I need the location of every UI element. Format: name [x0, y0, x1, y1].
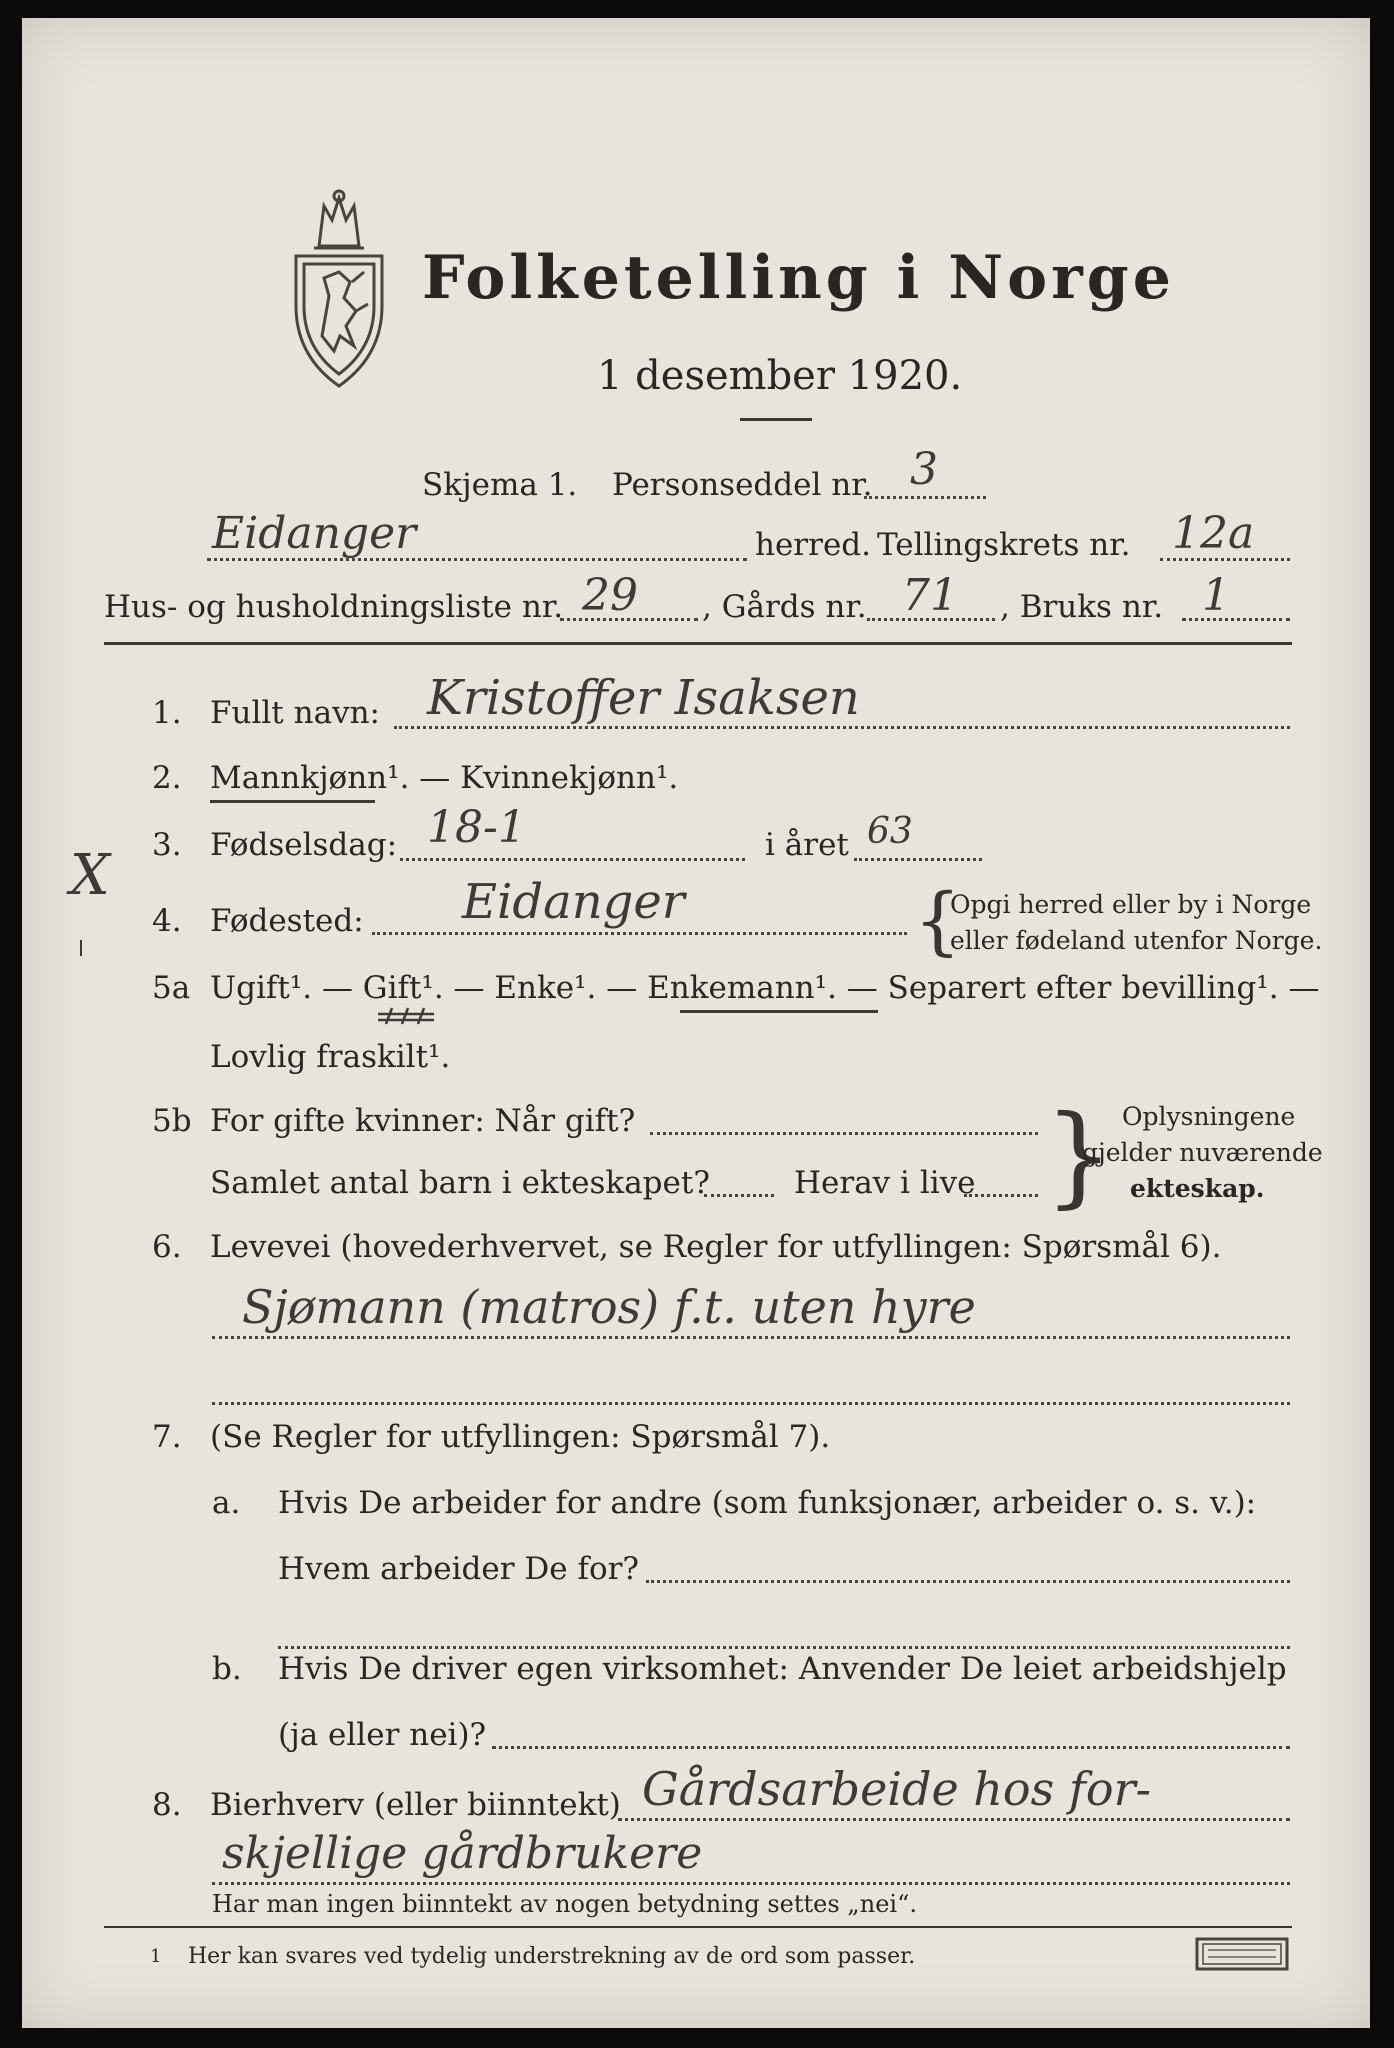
- q1-line: [394, 726, 1290, 729]
- q8-label: Bierhverv (eller biinntekt): [210, 1787, 621, 1823]
- q3-birth-year: 63: [867, 811, 913, 852]
- q4-line: [372, 932, 907, 935]
- q3-number: 3.: [152, 827, 182, 863]
- q7a-line-2: Hvem arbeider De for?: [278, 1551, 640, 1587]
- bruks-line: [1182, 618, 1290, 621]
- q4-note-line-2: eller fødeland utenfor Norge.: [950, 926, 1323, 955]
- q6-label: Levevei (hovederhvervet, se Regler for utfyllingen: Spørsmål 6).: [210, 1229, 1222, 1265]
- q8-answer-line-2: [212, 1882, 1290, 1885]
- q5b-brace: }: [1044, 1091, 1114, 1219]
- margin-mark: X: [70, 843, 110, 908]
- q7a-answer-line-2: [278, 1646, 1290, 1649]
- q7-label: (Se Regler for utfyllingen: Spørsmål 7).: [210, 1419, 831, 1455]
- q4-label: Fødested:: [210, 903, 364, 939]
- q8-answer-line-1: [618, 1818, 1290, 1821]
- q3-year-line: [854, 858, 982, 861]
- q5b-note-line-1: Oplysningene: [1122, 1102, 1296, 1131]
- printer-stamp-icon: [1194, 1936, 1290, 1972]
- title-divider: [740, 418, 812, 421]
- q3-label: Fødselsdag:: [210, 827, 398, 863]
- q7b-letter: b.: [212, 1651, 242, 1687]
- q8-number: 8.: [152, 1787, 182, 1823]
- q8-side-income-line-1: Gårdsarbeide hos for-: [642, 1762, 1152, 1816]
- gards-label: , Gårds nr.: [702, 589, 867, 625]
- q5b-line-2b: Herav i live: [794, 1165, 976, 1201]
- census-form-sheet: [22, 18, 1370, 2028]
- q4-number: 4.: [152, 903, 182, 939]
- herred-label: herred.: [755, 527, 871, 563]
- margin-tick: [80, 940, 82, 956]
- q2-number: 2.: [152, 760, 182, 796]
- norwegian-coat-of-arms-icon: [284, 186, 394, 396]
- q2-mannkjonn-underline: [210, 800, 375, 803]
- skjema-label: Skjema 1.: [422, 467, 578, 503]
- footnote-mark: 1: [150, 1946, 162, 1967]
- q5b-line-1: For gifte kvinner: Når gift?: [210, 1103, 636, 1139]
- q1-label: Fullt navn:: [210, 695, 380, 731]
- herred-value: Eidanger: [212, 508, 417, 559]
- q5b-line-2a-dots: [704, 1194, 774, 1197]
- q4-brace: {: [914, 878, 962, 964]
- personseddel-label: Personseddel nr.: [612, 467, 873, 503]
- bruks-label: , Bruks nr.: [1000, 589, 1164, 625]
- q7a-letter: a.: [212, 1485, 241, 1521]
- q6-occupation: Sjømann (matros) f.t. uten hyre: [242, 1280, 976, 1334]
- q3-year-label: i året: [765, 827, 849, 863]
- q4-birthplace: Eidanger: [462, 874, 685, 930]
- q8-note: Har man ingen biinntekt av nogen betydning settes „nei“.: [212, 1890, 917, 1918]
- footnote-text: Her kan svares ved tydelig understrekning av de ord som passer.: [188, 1944, 916, 1969]
- q5a-line-2: Lovlig fraskilt¹.: [210, 1039, 451, 1075]
- q6-line-2: [212, 1402, 1290, 1405]
- q5a-number: 5a: [152, 970, 191, 1006]
- header-divider: [104, 642, 1292, 645]
- gards-value: 71: [902, 570, 958, 621]
- census-date: 1 desember 1920.: [597, 353, 963, 399]
- q5b-line-2b-dots: [964, 1194, 1038, 1197]
- q7b-line-1: Hvis De driver egen virksomhet: Anvender De leiet arbeidshjelp: [278, 1651, 1287, 1687]
- q8-side-income-line-2: skjellige gårdbrukere: [222, 1828, 703, 1879]
- form-title: Folketelling i Norge: [422, 243, 1175, 313]
- footnote-divider: [104, 1926, 1292, 1928]
- personseddel-line: [864, 496, 986, 499]
- q7-number: 7.: [152, 1419, 182, 1455]
- q5a-marital-options: Ugift¹. — Gift¹. — Enke¹. — Enkemann¹. — Separert efter bevilling¹. —: [210, 970, 1320, 1006]
- q7b-answer-line: [492, 1746, 1290, 1749]
- q3-line: [400, 858, 745, 861]
- q6-number: 6.: [152, 1229, 182, 1265]
- q6-line-1: [212, 1336, 1290, 1339]
- q5a-enkemann-underline: [680, 1010, 878, 1013]
- q3-birthdate: 18-1: [427, 802, 526, 853]
- q2-sex-options: Mannkjønn¹. — Kvinnekjønn¹.: [210, 760, 679, 796]
- q5b-note-line-2: gjelder nuværende: [1082, 1138, 1323, 1167]
- q5b-line-2a: Samlet antal barn i ekteskapet?: [210, 1165, 710, 1201]
- q7a-answer-line-1: [646, 1580, 1290, 1583]
- personseddel-value: 3: [910, 444, 938, 495]
- q7a-line-1: Hvis De arbeider for andre (som funksjonær, arbeider o. s. v.):: [278, 1485, 1257, 1521]
- hus-label: Hus- og husholdningsliste nr.: [104, 589, 564, 625]
- q5a-gift-strike-mark: [374, 1004, 438, 1026]
- bruks-value: 1: [1202, 570, 1230, 621]
- q5b-number: 5b: [152, 1103, 192, 1139]
- q4-note-line-1: Opgi herred eller by i Norge: [950, 890, 1312, 919]
- tellingskrets-value: 12a: [1172, 508, 1255, 559]
- q5b-note-line-3: ekteskap.: [1130, 1174, 1265, 1203]
- q7b-line-2: (ja eller nei)?: [278, 1717, 487, 1753]
- q5b-line-1-dots: [650, 1132, 1038, 1135]
- q1-number: 1.: [152, 695, 182, 731]
- hus-value: 29: [582, 570, 638, 621]
- tellingskrets-label: Tellingskrets nr.: [877, 527, 1131, 563]
- q1-full-name: Kristoffer Isaksen: [427, 670, 860, 726]
